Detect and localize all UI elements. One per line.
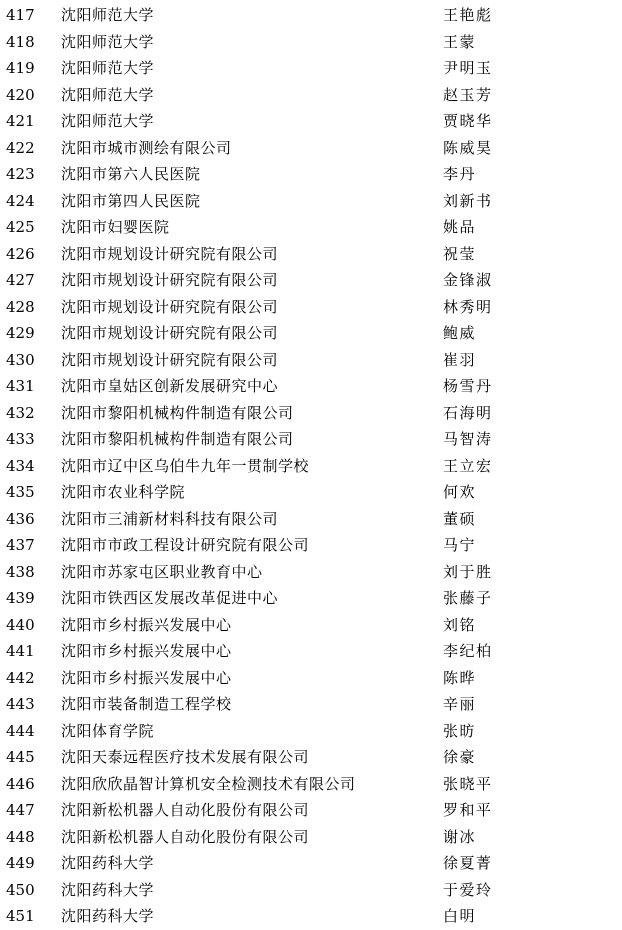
organization-name: 沈阳药科大学	[61, 880, 155, 899]
organization-name: 沈阳药科大学	[61, 854, 155, 872]
table-row	[0, 479, 622, 506]
person-name: 崔羽	[443, 350, 477, 369]
table-row	[0, 665, 622, 692]
table-row	[0, 771, 622, 798]
table-row	[0, 585, 622, 612]
organization-name: 沈阳师范大学	[61, 112, 155, 130]
row-number: 419	[6, 59, 35, 77]
row-number: 425	[6, 218, 35, 236]
table-row	[0, 718, 622, 745]
table-row	[0, 108, 622, 135]
organization-name: 沈阳新松机器人自动化股份有限公司	[61, 827, 310, 846]
person-name: 罗和平	[443, 801, 493, 819]
person-name: 王蒙	[443, 32, 477, 51]
organization-name: 沈阳市装备制造工程学校	[61, 695, 232, 713]
table-row	[0, 532, 622, 559]
row-number: 440	[6, 615, 35, 634]
row-number: 445	[6, 748, 35, 766]
person-name: 辛丽	[443, 695, 477, 713]
row-number: 450	[6, 880, 35, 899]
table-row	[0, 426, 622, 453]
organization-name: 沈阳市辽中区乌伯牛九年一贯制学校	[61, 456, 310, 475]
row-number: 437	[6, 536, 35, 554]
organization-name: 沈阳市规划设计研究院有限公司	[61, 244, 279, 263]
row-number: 421	[6, 112, 35, 130]
person-name: 刘铭	[443, 615, 477, 634]
person-name: 王立宏	[443, 456, 493, 475]
organization-name: 沈阳市农业科学院	[61, 483, 186, 501]
table-row	[0, 320, 622, 347]
organization-name: 沈阳市乡村振兴发展中心	[61, 668, 232, 687]
table-row	[0, 135, 622, 162]
person-name: 张藤子	[443, 589, 493, 607]
table-row	[0, 638, 622, 665]
person-name: 鲍威	[443, 324, 477, 342]
table-row	[0, 82, 622, 109]
row-number: 423	[6, 165, 35, 183]
row-number: 430	[6, 350, 35, 369]
organization-name: 沈阳欣欣晶智计算机安全检测技术有限公司	[61, 774, 356, 793]
row-number: 422	[6, 138, 35, 157]
person-name: 刘于胜	[443, 562, 493, 581]
organization-name: 沈阳市规划设计研究院有限公司	[61, 271, 279, 289]
organization-name: 沈阳市城市测绘有限公司	[61, 138, 232, 157]
row-number: 426	[6, 244, 35, 263]
person-name: 谢冰	[443, 827, 477, 846]
person-name: 于爱玲	[443, 880, 493, 899]
person-name: 白明	[443, 907, 477, 925]
table-row	[0, 347, 622, 374]
organization-name: 沈阳师范大学	[61, 59, 155, 77]
person-name: 祝莹	[443, 244, 477, 263]
row-number: 447	[6, 801, 35, 819]
person-name: 陈晔	[443, 668, 477, 687]
person-name: 李纪柏	[443, 642, 493, 660]
row-number: 431	[6, 377, 35, 395]
row-number: 443	[6, 695, 35, 713]
organization-name: 沈阳市铁西区发展改革促进中心	[61, 589, 279, 607]
table-row	[0, 691, 622, 718]
person-name: 林秀明	[443, 297, 493, 316]
table-row	[0, 2, 622, 29]
organization-name: 沈阳药科大学	[61, 907, 155, 925]
row-number: 436	[6, 509, 35, 528]
organization-name: 沈阳市市政工程设计研究院有限公司	[61, 536, 310, 554]
person-name: 李丹	[443, 165, 477, 183]
person-name: 刘新书	[443, 191, 493, 210]
table-row	[0, 161, 622, 188]
organization-name: 沈阳市黎阳机械构件制造有限公司	[61, 403, 294, 422]
row-number: 444	[6, 721, 35, 740]
table-row	[0, 903, 622, 930]
person-name: 姚品	[443, 218, 477, 236]
table-row	[0, 824, 622, 851]
row-number: 438	[6, 562, 35, 581]
person-name: 马智涛	[443, 430, 493, 448]
table-row	[0, 188, 622, 215]
organization-name: 沈阳体育学院	[61, 721, 155, 740]
person-name: 王艳彪	[443, 6, 493, 24]
organization-name: 沈阳市乡村振兴发展中心	[61, 615, 232, 634]
table-row	[0, 850, 622, 877]
person-name: 何欢	[443, 483, 477, 501]
person-name: 徐豪	[443, 748, 477, 766]
table-row	[0, 877, 622, 904]
row-number: 429	[6, 324, 35, 342]
organization-name: 沈阳新松机器人自动化股份有限公司	[61, 801, 310, 819]
row-number: 417	[6, 6, 35, 24]
organization-name: 沈阳市规划设计研究院有限公司	[61, 297, 279, 316]
person-name: 马宁	[443, 536, 477, 554]
row-number: 435	[6, 483, 35, 501]
organization-name: 沈阳市苏家屯区职业教育中心	[61, 562, 263, 581]
table-row	[0, 294, 622, 321]
table-row	[0, 400, 622, 427]
name-list-table	[0, 2, 622, 930]
row-number: 439	[6, 589, 35, 607]
row-number: 451	[6, 907, 35, 925]
table-row	[0, 744, 622, 771]
row-number: 432	[6, 403, 35, 422]
row-number: 433	[6, 430, 35, 448]
person-name: 石海明	[443, 403, 493, 422]
table-row	[0, 373, 622, 400]
row-number: 449	[6, 854, 35, 872]
row-number: 424	[6, 191, 35, 210]
table-row	[0, 453, 622, 480]
organization-name: 沈阳天泰远程医疗技术发展有限公司	[61, 748, 310, 766]
organization-name: 沈阳师范大学	[61, 85, 155, 104]
organization-name: 沈阳市规划设计研究院有限公司	[61, 350, 279, 369]
person-name: 张昉	[443, 721, 477, 740]
row-number: 441	[6, 642, 35, 660]
table-row	[0, 55, 622, 82]
person-name: 徐夏菁	[443, 854, 493, 872]
person-name: 陈威昊	[443, 138, 493, 157]
row-number: 446	[6, 774, 35, 793]
organization-name: 沈阳师范大学	[61, 32, 155, 51]
person-name: 张晓平	[443, 774, 493, 793]
table-row	[0, 506, 622, 533]
organization-name: 沈阳市三浦新材料科技有限公司	[61, 509, 279, 528]
person-name: 贾晓华	[443, 112, 493, 130]
table-row	[0, 612, 622, 639]
row-number: 428	[6, 297, 35, 316]
organization-name: 沈阳市规划设计研究院有限公司	[61, 324, 279, 342]
organization-name: 沈阳市第四人民医院	[61, 191, 201, 210]
organization-name: 沈阳市妇婴医院	[61, 218, 170, 236]
table-row	[0, 559, 622, 586]
organization-name: 沈阳师范大学	[61, 6, 155, 24]
row-number: 442	[6, 668, 35, 687]
table-row	[0, 241, 622, 268]
row-number: 434	[6, 456, 35, 475]
table-row	[0, 267, 622, 294]
person-name: 杨雪丹	[443, 377, 493, 395]
organization-name: 沈阳市皇姑区创新发展研究中心	[61, 377, 279, 395]
organization-name: 沈阳市乡村振兴发展中心	[61, 642, 232, 660]
row-number: 427	[6, 271, 35, 289]
table-row	[0, 214, 622, 241]
person-name: 董硕	[443, 509, 477, 528]
organization-name: 沈阳市第六人民医院	[61, 165, 201, 183]
person-name: 尹明玉	[443, 59, 493, 77]
person-name: 赵玉芳	[443, 85, 493, 104]
row-number: 448	[6, 827, 35, 846]
row-number: 420	[6, 85, 35, 104]
organization-name: 沈阳市黎阳机械构件制造有限公司	[61, 430, 294, 448]
table-row	[0, 797, 622, 824]
row-number: 418	[6, 32, 35, 51]
table-row	[0, 29, 622, 56]
person-name: 金锋淑	[443, 271, 493, 289]
